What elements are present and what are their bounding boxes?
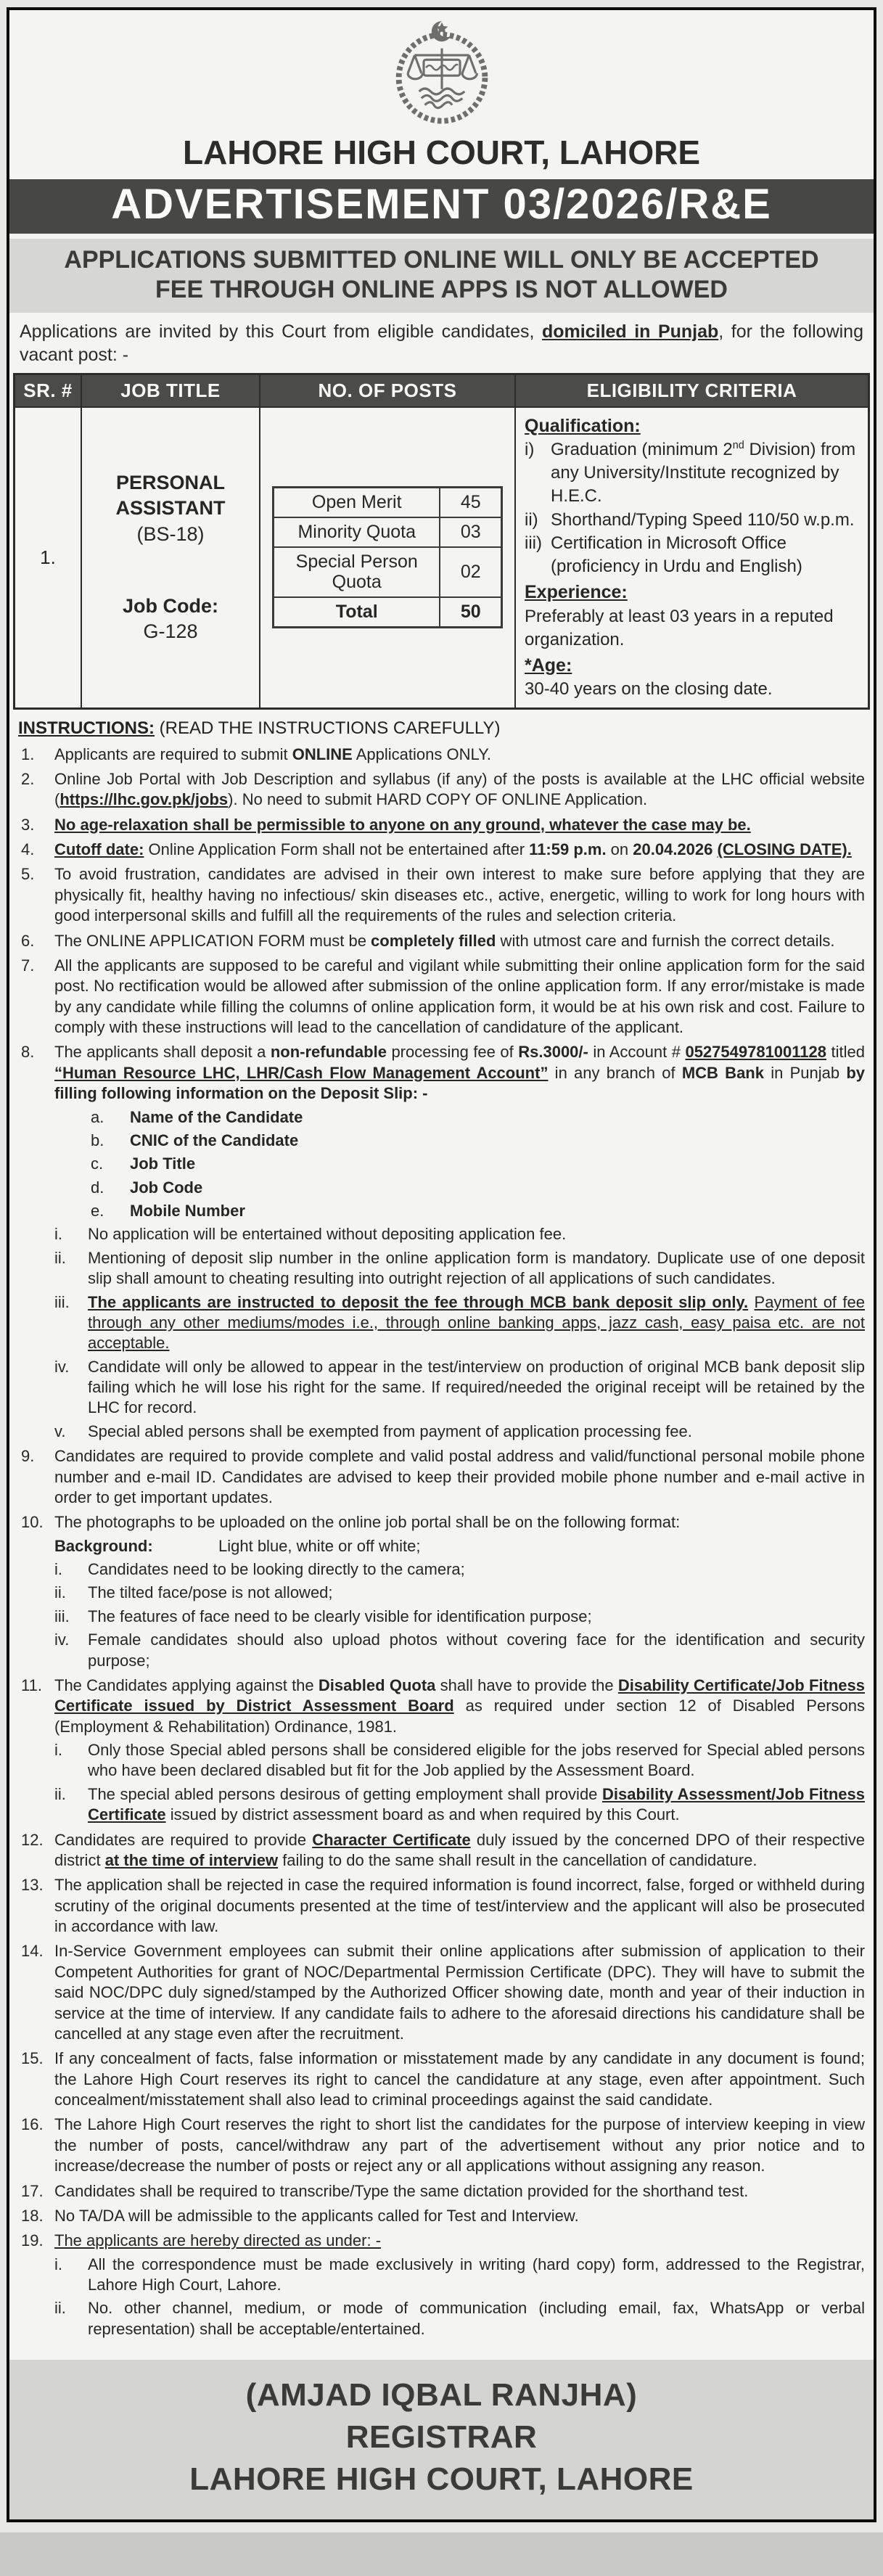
instruction-item [18, 745, 865, 765]
notice-band [9, 239, 874, 313]
text-segment: titled [826, 1043, 865, 1062]
eligibility-item-marker: iii) [525, 533, 542, 553]
instruction-body [54, 1875, 865, 1937]
instruction-item [18, 1512, 865, 1671]
instruction-sub-marker: v. [54, 1422, 66, 1440]
text-segment: failing to do the same shall result in the cancellation of candidature. [278, 1850, 757, 1869]
text-segment: Disability Certificate/Job Fitness Certificate issued by District Assessment Board [54, 1675, 866, 1715]
text-segment: ). No need to submit HARD COPY OF ONLINE Application. [228, 790, 648, 809]
instruction-sub-marker: d. [91, 1178, 104, 1197]
advertisement-banner: ADVERTISEMENT 03/2026/R&E [9, 179, 874, 234]
court-title: LAHORE HIGH COURT, LAHORE [183, 134, 700, 171]
text-segment: Rs.3000/- [518, 1043, 588, 1062]
instruction-sub-item [54, 1784, 865, 1826]
instruction-text [54, 840, 865, 860]
text-segment: Candidates need to be looking directly to the camera; [88, 1560, 465, 1578]
posts-quota-value: 50 [440, 597, 501, 627]
instruction-text [54, 815, 865, 835]
text-segment: ONLINE [292, 745, 353, 763]
vacancy-table-header-row [15, 374, 869, 407]
instruction-sub-marker: a. [91, 1107, 104, 1126]
text-segment: processing fee of [386, 1043, 519, 1062]
instructions-heading [18, 718, 865, 739]
posts-quota-label: Special Person Quota [274, 547, 440, 598]
eligibility-item [525, 509, 859, 532]
instruction-body [54, 2231, 865, 2339]
eligibility-item [525, 438, 859, 508]
instruction-sub-marker: i. [54, 1225, 62, 1244]
instruction-sub-marker: i. [54, 1741, 62, 1759]
instruction-item [18, 1446, 865, 1508]
instruction-text [54, 1512, 865, 1533]
instruction-number: 14. [21, 1942, 44, 1961]
instruction-sub-marker: b. [91, 1131, 104, 1149]
instruction-body [54, 2181, 865, 2202]
instruction-sub-item [54, 2298, 865, 2339]
text-segment: Candidates shall be required to transcribe/Type the same dictation provided for the shorthand test. [54, 2181, 749, 2200]
instruction-sub-text [130, 1201, 865, 1221]
instruction-number: 8. [21, 1043, 35, 1062]
eligibility-item-text [551, 509, 859, 532]
instruction-sub-marker: iv. [54, 1630, 70, 1649]
eligibility-cell [515, 407, 869, 708]
instruction-item [18, 2114, 865, 2176]
text-segment: The features of face need to be clearly visible for identification purpose; [88, 1607, 592, 1625]
notice-line-1: APPLICATIONS SUBMITTED ONLINE WILL ONLY BE ACCEPTED [64, 246, 819, 274]
instruction-sub-marker: iv. [54, 1357, 70, 1376]
instruction-item [18, 815, 865, 835]
text-segment: If any concealment of facts, false information or misstatement made by any candidate in any document is found; the Lahore High Court reserves its right to cancel the candidature at any stage, even after appointment. Such concealment/misstatement shall also lead to criminal proceedings against the said candidate. [54, 2049, 865, 2109]
instruction-sub-item [54, 1740, 865, 1781]
notice-line-2: FEE THROUGH ONLINE APPS IS NOT ALLOWED [155, 275, 728, 303]
instruction-sub-item [54, 1536, 865, 1556]
text-segment: INSTRUCTIONS: [18, 718, 155, 738]
instruction-sub-marker: ii. [54, 2299, 66, 2318]
text-segment: To avoid frustration, candidates are advised in their own interest to make sure before applying that they are physically fit, healthy having no infectious/ skin diseases etc., active, energetic, willing to work for long hours with good interpersonal skills and fulfill all the requirements of the rules and selection criteria. [54, 865, 865, 925]
text-segment: No age-relaxation shall be permissible to anyone on any ground, whatever the case may be. [54, 815, 751, 834]
instruction-sub-text [130, 1131, 865, 1151]
text-segment: The Lahore High Court reserves the right to short list the candidates for the purpose of interview keeping in view the number of posts, cancel/withdraw any part of the advertisement without any prior notice and to increase/decrease the number of posts or reject any or all applications without assigning any reason. [54, 2115, 865, 2175]
text-segment: “Human Resource LHC, LHR/Cash Flow Management Account” [54, 1063, 549, 1082]
instruction-sub-marker: ii. [54, 1583, 66, 1602]
instructions-list [18, 745, 865, 2340]
posts-row [274, 517, 502, 547]
instruction-body [54, 1446, 865, 1508]
text-segment: https://lhc.gov.pk/jobs [59, 790, 229, 809]
job-title-line: Job Code: [123, 594, 218, 617]
instruction-body [54, 769, 865, 811]
text-segment: Job Title [130, 1154, 196, 1173]
text-segment: Name of the Candidate [130, 1107, 303, 1126]
text-segment: Online Application Form shall not be entertained after [144, 840, 530, 858]
text-segment: by filling following information on the Deposit Slip: - [54, 1063, 866, 1103]
instruction-number: 16. [21, 2115, 44, 2134]
instruction-number: 18. [21, 2206, 44, 2225]
text-segment: The applicants are hereby directed as under: - [54, 2231, 382, 2250]
signature-block [9, 2360, 874, 2519]
eligibility-item-text [551, 438, 859, 508]
posts-breakdown-table [272, 486, 503, 628]
eligibility-heading: *Age: [525, 655, 572, 676]
instruction-sub-item [54, 1131, 865, 1151]
text-segment: The applicants are instructed to deposit the fee through MCB bank deposit slip only. [88, 1292, 749, 1311]
instruction-sub-marker: i. [54, 2255, 62, 2273]
text-segment: shall have to provide the [435, 1675, 618, 1694]
text-segment: No. other channel, medium, or mode of communication (including email, fax, WhatsApp or verbal representation) shall be acceptable/entertained. [88, 2299, 865, 2338]
instruction-number: 19. [21, 2231, 44, 2250]
posts-row [274, 547, 502, 598]
text-segment: 0527549781001128 [685, 1043, 827, 1062]
text-segment: Candidates are required to provide [54, 1830, 313, 1849]
text-segment: Mentioning of deposit slip number in the online application form is mandatory. Duplicate use of one deposit slip shall amount to cheating resulting into outright rejection of all applications of such candidates. [88, 1248, 865, 1288]
text-segment: Certification in Microsoft Office (proficiency in Urdu and English) [551, 533, 802, 576]
posts-quota-value: 45 [440, 488, 501, 517]
instruction-sub-text [88, 1740, 865, 1781]
instruction-sub-item [54, 1248, 865, 1289]
instruction-sub-marker: Background: [54, 1536, 153, 1555]
instruction-number: 11. [21, 1675, 42, 1694]
instruction-number: 7. [21, 956, 35, 975]
text-segment: 11:59 p.m. [529, 840, 607, 858]
instruction-item [18, 1675, 865, 1826]
text-segment: The Candidates applying against the [54, 1675, 319, 1694]
column-header-eligibility: ELIGIBILITY CRITERIA [515, 374, 869, 407]
instruction-text [54, 2181, 865, 2202]
instruction-number: 1. [21, 745, 35, 763]
instruction-text [54, 1042, 865, 1104]
instruction-text [54, 745, 865, 765]
text-segment: , for the following vacant post: - [20, 321, 863, 366]
instruction-item [18, 1875, 865, 1937]
instruction-sub-marker: ii. [54, 1248, 66, 1267]
instruction-number: 12. [21, 1830, 44, 1849]
instruction-sub-text [130, 1178, 865, 1198]
instruction-body [54, 2206, 865, 2226]
instruction-sub-text [130, 1107, 865, 1128]
instruction-sub-item [54, 1107, 865, 1128]
instruction-sub-item [54, 2255, 865, 2296]
instruction-sub-item [54, 1154, 865, 1174]
instruction-text [54, 2114, 865, 2176]
logo-row [9, 10, 874, 131]
instruction-sub-text [88, 1607, 865, 1627]
text-segment: The application shall be rejected in case the required information is found incorrect, false, forged or withheld during scrutiny of the original documents presented at the time of test/interview and the applicant will also be prosecuted in accordance with law. [54, 1876, 865, 1935]
text-segment: Job Code [130, 1178, 203, 1197]
posts-quota-label: Minority Quota [274, 517, 440, 547]
text-segment: nd [732, 440, 744, 452]
instruction-sub-marker: iii. [54, 1292, 70, 1311]
text-segment: Candidates are required to provide complete and valid postal address and valid/functional personal mobile phone number and e-mail ID. Candidates are advised to keep their provided mobile phone number and e-mail active in order to get important updates. [54, 1447, 865, 1506]
text-segment: Online Job Portal with Job Description and syllabus (if any) of the posts is available at the LHC official website ( [54, 769, 865, 809]
instruction-number: 6. [21, 931, 35, 950]
instruction-item [18, 840, 865, 860]
instruction-text [54, 2231, 865, 2251]
text-segment [748, 1293, 754, 1311]
instruction-body [54, 956, 865, 1038]
text-segment: Preferably at least 03 years in a reputed organization. [525, 606, 834, 649]
instruction-number: 10. [21, 1513, 44, 1532]
instruction-number: 5. [21, 865, 35, 884]
text-segment: The special abled persons desirous of getting employment shall provide [88, 1784, 602, 1803]
instruction-body [54, 1042, 865, 1442]
job-title-line: (BS-18) [136, 522, 205, 545]
text-segment: All the applicants are supposed to be careful and vigilant while submitting their online application form for the said post. No rectification would be allowed after submission of the online application form. If any error/mistake is made by any candidate while filling the columns of online application form, it would be at his own risk and cost. Failure to comply with these instructions will lead to the cancellation of candidature of the applicant. [54, 956, 865, 1036]
posts-cell [260, 407, 515, 708]
instruction-text [54, 1875, 865, 1937]
instruction-sub-item [54, 1583, 865, 1603]
court-crest-logo [385, 19, 499, 128]
instruction-sub-marker: c. [91, 1154, 104, 1173]
text-segment: Disabled Quota [318, 1675, 436, 1694]
text-segment: in Account # [588, 1043, 686, 1062]
vacancy-row [15, 407, 869, 708]
text-segment: issued by district assessment board as and when required by this Court. [165, 1805, 680, 1824]
instruction-sub-item [54, 1292, 865, 1354]
instruction-text [54, 864, 865, 926]
column-header-job-title: JOB TITLE [81, 374, 260, 407]
instruction-item [18, 1941, 865, 2044]
instruction-body [54, 2048, 865, 2110]
posts-row [274, 488, 502, 517]
text-segment: In-Service Government employees can submit their online applications after submission of application to their Competent Authorities for grant of NOC/Departmental Permission Certificate (DPC). They will have to submit the said NOC/DPC duly signed/stamped by the Authorized Officer showing date, month and year of their induction in service at the time of interview. If any candidate fails to adhere to the aforesaid directions his candidature shall be cancelled at any stage even after the recruitment. [54, 1942, 865, 2043]
posts-total-row [274, 597, 502, 627]
instruction-body [54, 815, 865, 835]
instruction-sub-text [88, 1583, 865, 1603]
text-segment: The ONLINE APPLICATION FORM must be [54, 931, 371, 950]
text-segment: completely filled [371, 931, 496, 950]
instruction-sub-item [54, 1607, 865, 1627]
text-segment: non-refundable [270, 1043, 387, 1062]
instruction-sub-marker: iii. [54, 1607, 70, 1625]
instruction-text [54, 931, 865, 951]
text-segment: All the correspondence must be made exclusively in writing (hard copy) form, addressed to the Registrar, Lahore High Court, Lahore. [88, 2255, 865, 2294]
instruction-text [54, 1446, 865, 1508]
intro-text [9, 313, 874, 373]
text-segment: Shorthand/Typing Speed 110/50 w.p.m. [551, 509, 855, 530]
instruction-item [18, 769, 865, 811]
eligibility-item-marker: i) [525, 440, 535, 460]
instruction-sub-marker: e. [91, 1202, 104, 1220]
instruction-sub-item [54, 1559, 865, 1580]
instruction-number: 3. [21, 815, 35, 834]
text-segment: duly issued by the concerned DPO of their respective district [54, 1830, 865, 1869]
text-segment: Applications are invited by this Court from eligible candidates, [20, 321, 542, 342]
text-segment: Division) from any University/Institute recognized by H.E.C. [551, 440, 856, 506]
instruction-item [18, 2048, 865, 2110]
instruction-sub-text [218, 1536, 865, 1556]
instruction-number: 9. [21, 1447, 35, 1466]
instruction-body [54, 1675, 865, 1826]
eligibility-paragraph [525, 605, 859, 652]
text-segment: Light blue, white or off white; [218, 1536, 421, 1555]
column-header-no-of-posts: NO. OF POSTS [260, 374, 515, 407]
advertisement-frame [7, 7, 876, 2522]
text-segment: 30-40 years on the closing date. [525, 679, 773, 700]
text-segment: on [606, 840, 633, 858]
instruction-sub-item [54, 1630, 865, 1671]
text-segment: The applicants shall deposit a [54, 1043, 271, 1062]
registrar-org: LAHORE HIGH COURT, LAHORE [189, 2461, 694, 2498]
registrar-name: (AMJAD IQBAL RANJHA) [245, 2377, 638, 2413]
text-segment: No application will be entertained without depositing application fee. [88, 1225, 567, 1244]
instruction-sub-text [88, 1248, 865, 1289]
text-segment: Payment of fee through any other mediums/modes i.e., through online banking apps, jazz cash, easy paisa etc. are not acceptable. [88, 1292, 865, 1353]
job-title-line: G-128 [143, 620, 198, 642]
instruction-sub-item [54, 1357, 865, 1419]
instruction-sub-text [88, 1357, 865, 1419]
instruction-item [18, 2206, 865, 2226]
instructions-section [9, 714, 874, 2352]
text-segment: Applicants are required to submit [54, 745, 292, 763]
text-segment: with utmost care and furnish the correct details. [496, 931, 835, 950]
instruction-number: 13. [21, 1876, 44, 1895]
instruction-sub-item [54, 1201, 865, 1221]
instruction-sub-text [88, 1559, 865, 1580]
text-segment: domiciled in Punjab [542, 321, 719, 342]
instruction-sub-text [88, 1630, 865, 1671]
text-segment: at the time of interview [104, 1850, 279, 1869]
eligibility-item-text [551, 532, 859, 578]
instruction-sub-text [88, 1422, 865, 1442]
text-segment: 20.04.2026 [633, 840, 718, 858]
instruction-body [54, 931, 865, 951]
instruction-sub-text [88, 1224, 865, 1244]
instruction-body [54, 1830, 865, 1871]
instruction-item [18, 2181, 865, 2202]
text-segment: Graduation (minimum 2 [551, 440, 733, 460]
instruction-body [54, 2114, 865, 2176]
text-segment: (CLOSING DATE). [717, 840, 852, 858]
text-segment: (READ THE INSTRUCTIONS CAREFULLY) [155, 718, 501, 738]
instruction-body [54, 840, 865, 860]
job-title-cell [81, 407, 260, 708]
text-segment: in Punjab [763, 1063, 847, 1082]
text-segment: Special abled persons shall be exempted from payment of application processing fee. [88, 1422, 692, 1440]
sr-number-cell: 1. [15, 407, 82, 708]
vacancy-table [13, 373, 870, 710]
instruction-body [54, 745, 865, 765]
instruction-text [54, 1830, 865, 1871]
instruction-number: 15. [21, 2049, 44, 2068]
instruction-sub-marker: i. [54, 1560, 62, 1578]
text-segment: Disability Assessment/Job Fitness Certificate [88, 1784, 865, 1824]
eligibility-paragraph [525, 678, 859, 701]
instruction-item [18, 1830, 865, 1871]
text-segment: Female candidates should also upload photos without covering face for the identification and security purpose; [88, 1630, 865, 1670]
instruction-item [18, 2231, 865, 2339]
instruction-text [54, 1941, 865, 2044]
text-segment: The photographs to be uploaded on the online job portal shall be on the following format: [54, 1513, 681, 1532]
instruction-number: 4. [21, 840, 35, 858]
text-segment: Applications ONLY. [352, 745, 492, 763]
posts-quota-value: 02 [440, 547, 501, 598]
posts-table-body [274, 488, 502, 628]
instruction-body [54, 1512, 865, 1671]
instruction-body [54, 864, 865, 926]
text-segment: CNIC of the Candidate [130, 1131, 299, 1149]
instruction-sub-text [88, 2255, 865, 2296]
text-segment: Only those Special abled persons shall be considered eligible for the jobs reserved for Special abled persons who have been declared disabled but fit for the Job applied by the Assessment Board. [88, 1741, 865, 1780]
instruction-item [18, 864, 865, 926]
text-segment: in any branch of [548, 1063, 682, 1082]
instruction-sub-text [88, 2298, 865, 2339]
job-title-line: PERSONAL ASSISTANT [115, 472, 226, 520]
instruction-text [54, 2048, 865, 2110]
registrar-title: REGISTRAR [345, 2419, 538, 2456]
eligibility-item [525, 532, 859, 578]
instruction-body [54, 1941, 865, 2044]
posts-quota-value: 03 [440, 517, 501, 547]
instruction-sub-item [54, 1224, 865, 1244]
instruction-item [18, 1042, 865, 1442]
posts-quota-label: Total [274, 597, 440, 627]
instruction-item [18, 956, 865, 1038]
text-segment: MCB Bank [681, 1063, 764, 1082]
instruction-sub-text [88, 1292, 865, 1354]
text-segment: as required under section 12 of Disabled Persons (Employment & Rehabilitation) Ordinance, 1981. [54, 1697, 865, 1736]
text-segment: Mobile Number [130, 1202, 245, 1220]
instruction-item [18, 931, 865, 951]
text-segment: Cutoff date: [54, 840, 144, 858]
text-segment: Character Certificate [312, 1830, 471, 1849]
instruction-number: 17. [21, 2181, 44, 2200]
instruction-sub-item [54, 1178, 865, 1198]
posts-quota-label: Open Merit [274, 488, 440, 517]
instruction-text [54, 769, 865, 811]
instruction-text [54, 2206, 865, 2226]
instruction-number: 2. [21, 769, 35, 788]
instruction-text [54, 956, 865, 1038]
instruction-sub-marker: ii. [54, 1784, 66, 1803]
eligibility-item-marker: ii) [525, 509, 538, 530]
text-segment: The tilted face/pose is not allowed; [88, 1583, 333, 1602]
eligibility-heading: Experience: [525, 582, 628, 603]
instruction-sub-item [54, 1422, 865, 1442]
text-segment: No TA/DA will be admissible to the applicants called for Test and Interview. [54, 2206, 579, 2225]
column-header-sr: SR. # [15, 374, 82, 407]
instruction-text [54, 1675, 865, 1737]
instruction-sub-text [130, 1154, 865, 1174]
eligibility-heading: Qualification: [525, 415, 641, 436]
text-segment: Candidate will only be allowed to appear in the test/interview on production of original MCB bank deposit slip failing which he will lose his right for the same. If required/needed the original receipt will be retained by the LHC for record. [88, 1357, 865, 1417]
instruction-sub-text [88, 1784, 865, 1826]
